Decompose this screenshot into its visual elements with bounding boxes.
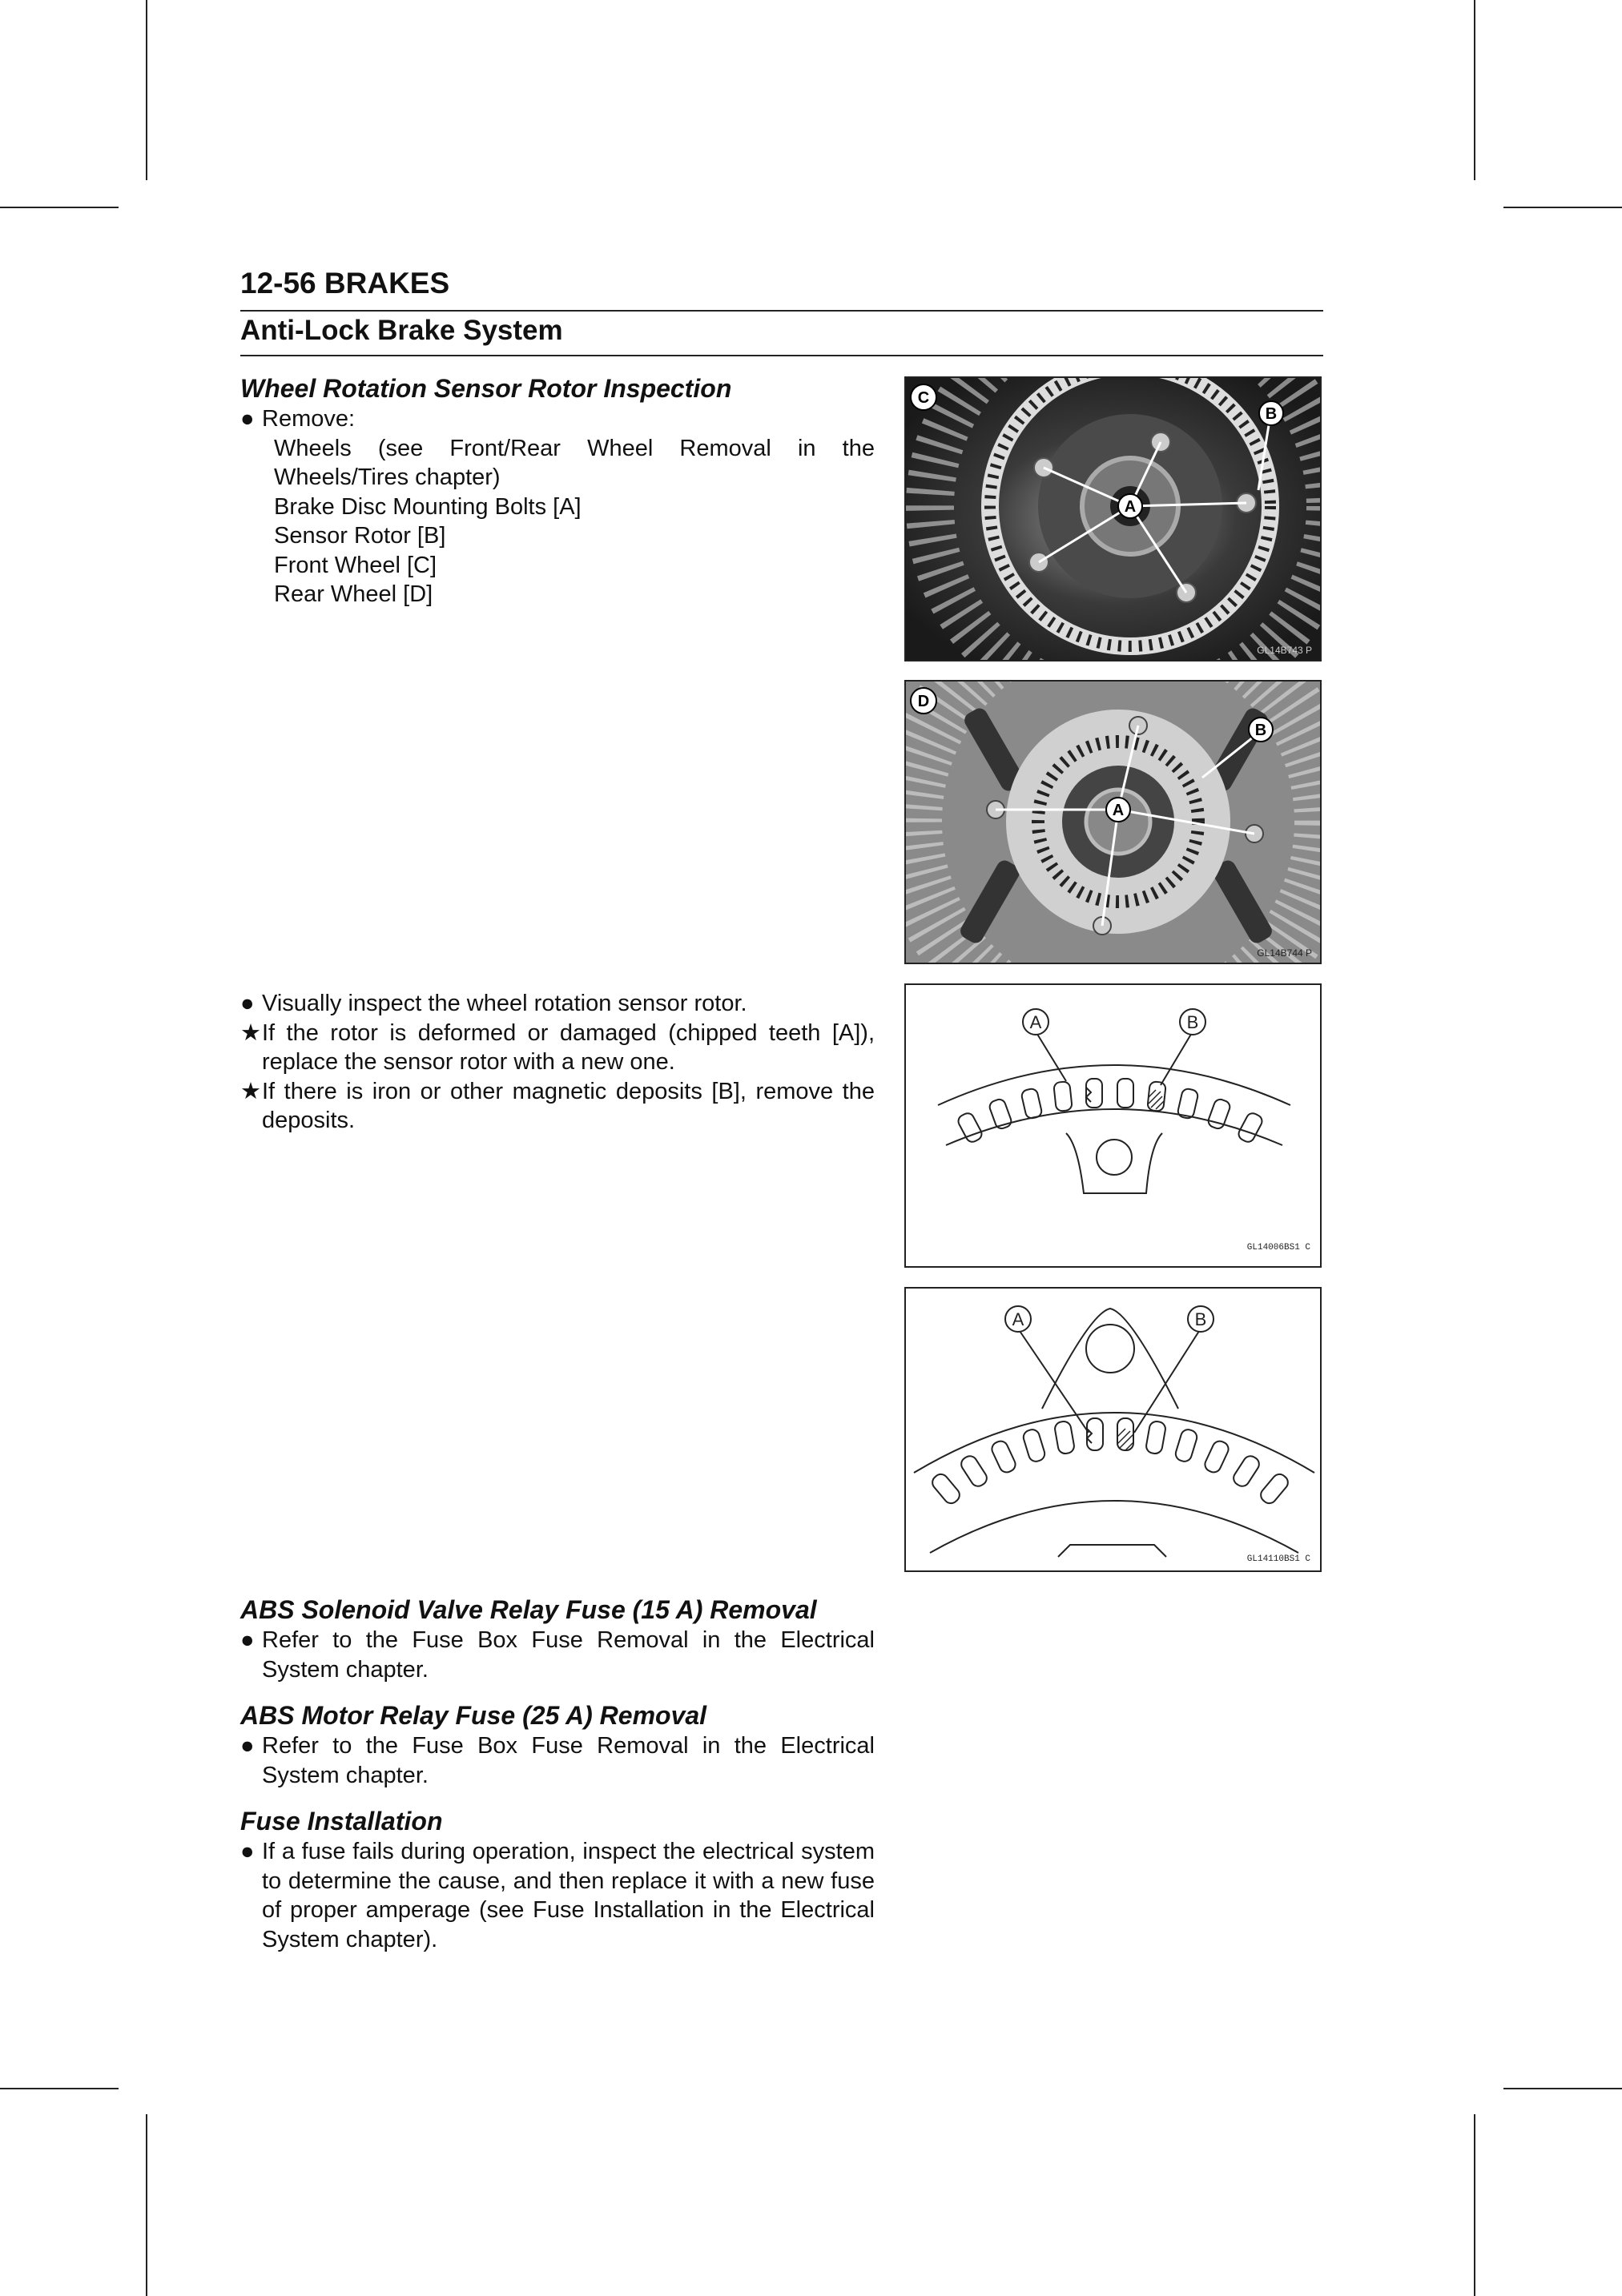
header-rule (240, 310, 1323, 312)
section-title: Anti-Lock Brake System (240, 315, 563, 346)
bullet-icon: ● (240, 1627, 255, 1653)
callout-a: A (1029, 1012, 1042, 1032)
solenoid-fuse-section (240, 1594, 875, 1684)
solenoid-fuse-bullet (240, 1626, 875, 1684)
callout-d: D (917, 693, 930, 710)
star-item (240, 1077, 875, 1136)
callout-a: A (1112, 802, 1125, 819)
callout-b: B (1254, 722, 1267, 739)
bullet-icon: ● (240, 406, 255, 432)
motor-fuse-section (240, 1699, 875, 1790)
callout-a: A (1012, 1309, 1024, 1329)
fuse-install-text: If a fuse fails during operation, inspect the electrical system to determine the cause, and then replace it with a new fuse of proper amperage (see Fuse Installation in the Electrical System chapter). (262, 1839, 875, 1952)
remove-list (240, 434, 875, 609)
inspect-text: Visually inspect the wheel rotation sensor rotor. (262, 991, 747, 1016)
crop-mark (0, 207, 119, 208)
callout-c: C (917, 389, 930, 407)
rear-wheel-photo (904, 680, 1322, 964)
crop-mark (1474, 0, 1475, 180)
sensor-rotor-diagram-2 (904, 1287, 1322, 1572)
wheel-sensor-section (240, 372, 875, 609)
callout-b: B (1194, 1309, 1207, 1329)
star-icon: ★ (240, 1078, 261, 1104)
solenoid-fuse-text: Refer to the Fuse Box Fuse Removal in the Electrical System chapter. (262, 1627, 875, 1683)
callout-a: A (1124, 498, 1137, 516)
remove-item: Front Wheel [C] (274, 552, 437, 578)
page-number: 12-56 BRAKES (240, 267, 450, 300)
wheel-sensor-heading: Wheel Rotation Sensor Rotor Inspection (240, 374, 732, 403)
remove-item: Brake Disc Mounting Bolts [A] (274, 493, 582, 520)
motor-fuse-heading: ABS Motor Relay Fuse (25 A) Removal (240, 1701, 707, 1730)
motor-fuse-bullet (240, 1731, 875, 1790)
motor-fuse-text: Refer to the Fuse Box Fuse Removal in the Electrical System chapter. (262, 1733, 875, 1788)
crop-mark (1503, 207, 1622, 208)
inspect-bullet (240, 989, 875, 1019)
sensor-rotor-diagram-1 (904, 983, 1322, 1268)
fuse-install-heading: Fuse Installation (240, 1807, 443, 1836)
bullet-icon: ● (240, 991, 255, 1016)
remove-item: Wheels/Tires chapter) (274, 464, 501, 490)
figure-code: GL14110BS1 C (1246, 1554, 1310, 1564)
star-icon: ★ (240, 1019, 261, 1046)
solenoid-fuse-heading: ABS Solenoid Valve Relay Fuse (15 A) Removal (240, 1595, 817, 1624)
star-text: If there is iron or other magnetic deposits [B], remove the deposits. (262, 1078, 875, 1133)
section-rule (240, 355, 1323, 356)
crop-mark (146, 2114, 147, 2296)
star-item (240, 1019, 875, 1077)
crop-mark (0, 2088, 119, 2089)
remove-item: Rear Wheel [D] (274, 581, 433, 607)
front-wheel-photo (904, 376, 1322, 661)
bullet-icon: ● (240, 1839, 255, 1864)
remove-bullet (240, 404, 875, 434)
figure-code: GL14B744 P (1257, 947, 1312, 959)
callout-b: B (1265, 405, 1278, 423)
figure-code: GL14B743 P (1257, 645, 1312, 656)
remove-item: Sensor Rotor [B] (274, 523, 446, 549)
remove-label: Remove: (262, 406, 356, 432)
crop-mark (146, 0, 147, 180)
figure-code: GL14006BS1 C (1246, 1243, 1310, 1253)
callout-b: B (1186, 1012, 1199, 1032)
bullet-icon: ● (240, 1733, 255, 1759)
fuse-install-bullet (240, 1837, 875, 1954)
crop-mark (1474, 2114, 1475, 2296)
inspection-steps (240, 989, 875, 1136)
remove-item: Wheels (see Front/Rear Wheel Removal in the (274, 435, 875, 461)
page-header (240, 266, 1323, 301)
star-text: If the rotor is deformed or damaged (chipped teeth [A]), replace the sensor rotor with a new one. (262, 1019, 875, 1075)
fuse-install-section (240, 1805, 875, 1954)
crop-mark (1503, 2088, 1622, 2089)
